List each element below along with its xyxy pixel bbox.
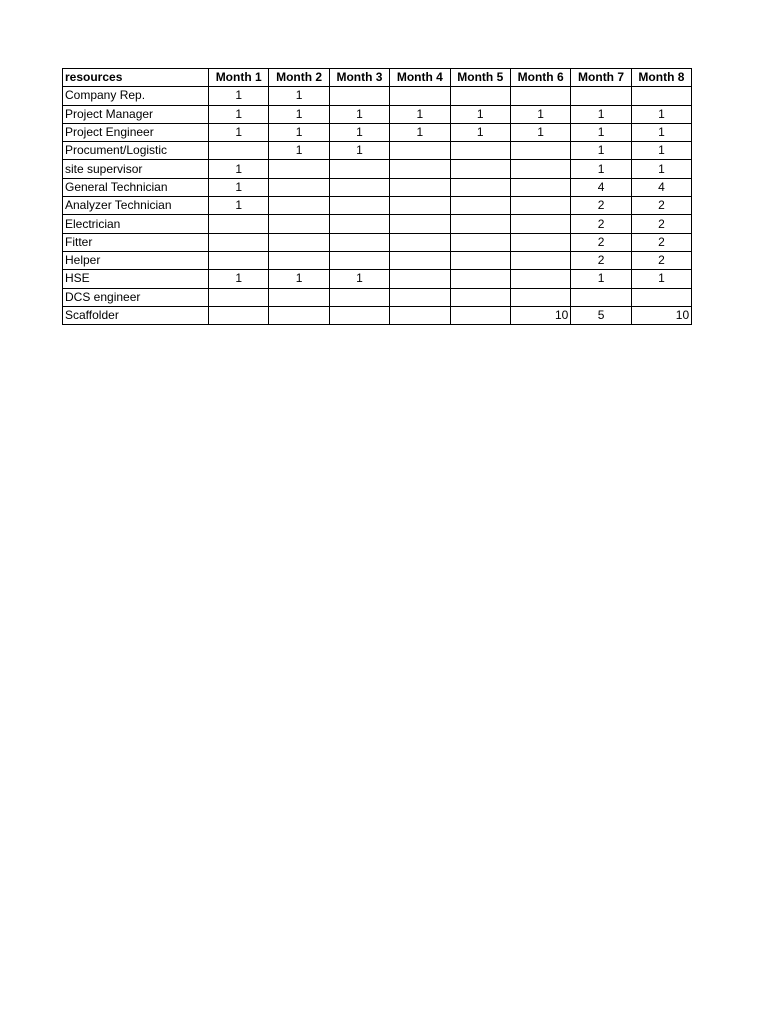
table-cell: 4	[631, 178, 691, 196]
table-cell	[269, 215, 329, 233]
header-month-2: Month 2	[269, 69, 329, 87]
header-month-3: Month 3	[329, 69, 389, 87]
table-cell	[209, 142, 269, 160]
table-cell	[450, 197, 510, 215]
table-cell: 1	[269, 142, 329, 160]
table-cell: 1	[510, 123, 570, 141]
table-cell	[450, 288, 510, 306]
table-cell	[269, 306, 329, 324]
table-cell	[510, 178, 570, 196]
table-cell	[390, 288, 450, 306]
table-cell: 4	[571, 178, 631, 196]
table-cell	[390, 270, 450, 288]
table-cell: 1	[390, 105, 450, 123]
header-resources: resources	[63, 69, 209, 87]
table-row	[63, 142, 692, 160]
table-cell	[510, 233, 570, 251]
table-row	[63, 123, 692, 141]
table-cell: 1	[571, 105, 631, 123]
table-row	[63, 197, 692, 215]
table-cell	[450, 215, 510, 233]
table-cell	[390, 142, 450, 160]
table-cell: 1	[329, 105, 389, 123]
table-cell	[450, 251, 510, 269]
table-cell	[390, 251, 450, 269]
table-cell: 1	[571, 270, 631, 288]
header-month-5: Month 5	[450, 69, 510, 87]
table-cell	[209, 288, 269, 306]
table-cell: 1	[329, 270, 389, 288]
table-cell: 2	[631, 197, 691, 215]
table-cell	[209, 233, 269, 251]
table-cell: 2	[571, 215, 631, 233]
table-cell	[390, 178, 450, 196]
table-cell	[510, 142, 570, 160]
table-cell	[329, 215, 389, 233]
table-cell	[510, 215, 570, 233]
table-cell: 2	[571, 197, 631, 215]
table-cell	[510, 288, 570, 306]
table-cell	[329, 233, 389, 251]
table-cell	[450, 270, 510, 288]
table-cell	[450, 160, 510, 178]
table-row	[63, 178, 692, 196]
table-cell: 1	[510, 105, 570, 123]
header-month-7: Month 7	[571, 69, 631, 87]
table-cell: 1	[571, 160, 631, 178]
table-cell	[390, 197, 450, 215]
table-cell	[269, 197, 329, 215]
resource-table	[62, 68, 692, 325]
table-cell	[631, 87, 691, 105]
table-cell: 1	[631, 105, 691, 123]
table-cell	[329, 306, 389, 324]
header-month-1: Month 1	[209, 69, 269, 87]
header-month-6: Month 6	[510, 69, 570, 87]
table-cell: 1	[390, 123, 450, 141]
row-label: General Technician	[63, 178, 209, 196]
table-cell	[390, 215, 450, 233]
table-cell: 1	[631, 142, 691, 160]
table-cell: 1	[269, 87, 329, 105]
table-row	[63, 105, 692, 123]
table-cell: 1	[209, 123, 269, 141]
row-label: HSE	[63, 270, 209, 288]
table-cell	[450, 87, 510, 105]
table-cell	[329, 197, 389, 215]
row-label: DCS engineer	[63, 288, 209, 306]
table-cell	[329, 178, 389, 196]
table-row	[63, 215, 692, 233]
table-cell: 2	[631, 251, 691, 269]
table-cell: 1	[209, 197, 269, 215]
table-cell: 1	[329, 123, 389, 141]
table-cell: 1	[450, 123, 510, 141]
row-label: site supervisor	[63, 160, 209, 178]
table-cell	[450, 233, 510, 251]
table-cell	[269, 288, 329, 306]
row-label: Fitter	[63, 233, 209, 251]
table-cell: 5	[571, 306, 631, 324]
table-row	[63, 270, 692, 288]
table-cell	[510, 197, 570, 215]
table-row	[63, 306, 692, 324]
table-cell: 1	[269, 270, 329, 288]
table-cell: 1	[209, 160, 269, 178]
row-label: Project Engineer	[63, 123, 209, 141]
row-label: Electrician	[63, 215, 209, 233]
table-row	[63, 288, 692, 306]
row-label: Company Rep.	[63, 87, 209, 105]
table-row	[63, 233, 692, 251]
table-cell	[450, 178, 510, 196]
table-cell	[510, 270, 570, 288]
row-label: Helper	[63, 251, 209, 269]
row-label: Scaffolder	[63, 306, 209, 324]
table-row	[63, 251, 692, 269]
table-cell: 1	[269, 123, 329, 141]
table-cell	[269, 251, 329, 269]
table-cell: 1	[209, 178, 269, 196]
table-cell	[390, 87, 450, 105]
table-cell	[209, 251, 269, 269]
table-cell: 1	[571, 142, 631, 160]
table-cell	[209, 306, 269, 324]
table-cell: 1	[631, 123, 691, 141]
table-cell	[390, 306, 450, 324]
table-row	[63, 160, 692, 178]
table-cell	[329, 288, 389, 306]
table-cell: 1	[631, 270, 691, 288]
table-cell: 10	[510, 306, 570, 324]
table-cell	[571, 288, 631, 306]
table-cell	[390, 160, 450, 178]
table-cell	[269, 233, 329, 251]
table-cell	[450, 142, 510, 160]
table-cell: 1	[329, 142, 389, 160]
table-row	[63, 87, 692, 105]
table-cell	[209, 215, 269, 233]
row-label: Analyzer Technician	[63, 197, 209, 215]
table-cell: 2	[631, 233, 691, 251]
table-cell	[269, 160, 329, 178]
table-cell	[631, 288, 691, 306]
table-cell: 1	[571, 123, 631, 141]
header-row	[63, 69, 692, 87]
row-label: Project Manager	[63, 105, 209, 123]
resource-sheet	[62, 68, 692, 325]
table-cell: 1	[269, 105, 329, 123]
table-cell	[510, 87, 570, 105]
table-cell	[510, 160, 570, 178]
table-cell	[329, 251, 389, 269]
table-cell	[571, 87, 631, 105]
table-cell	[329, 160, 389, 178]
table-cell: 1	[209, 105, 269, 123]
table-cell: 2	[571, 233, 631, 251]
table-cell: 10	[631, 306, 691, 324]
header-month-4: Month 4	[390, 69, 450, 87]
table-cell: 1	[450, 105, 510, 123]
header-month-8: Month 8	[631, 69, 691, 87]
table-cell	[510, 251, 570, 269]
row-label: Procument/Logistic	[63, 142, 209, 160]
table-cell	[450, 306, 510, 324]
table-cell	[269, 178, 329, 196]
table-cell	[390, 233, 450, 251]
table-cell: 1	[209, 87, 269, 105]
table-cell: 2	[571, 251, 631, 269]
table-cell	[329, 87, 389, 105]
table-cell: 2	[631, 215, 691, 233]
table-cell: 1	[631, 160, 691, 178]
table-cell: 1	[209, 270, 269, 288]
